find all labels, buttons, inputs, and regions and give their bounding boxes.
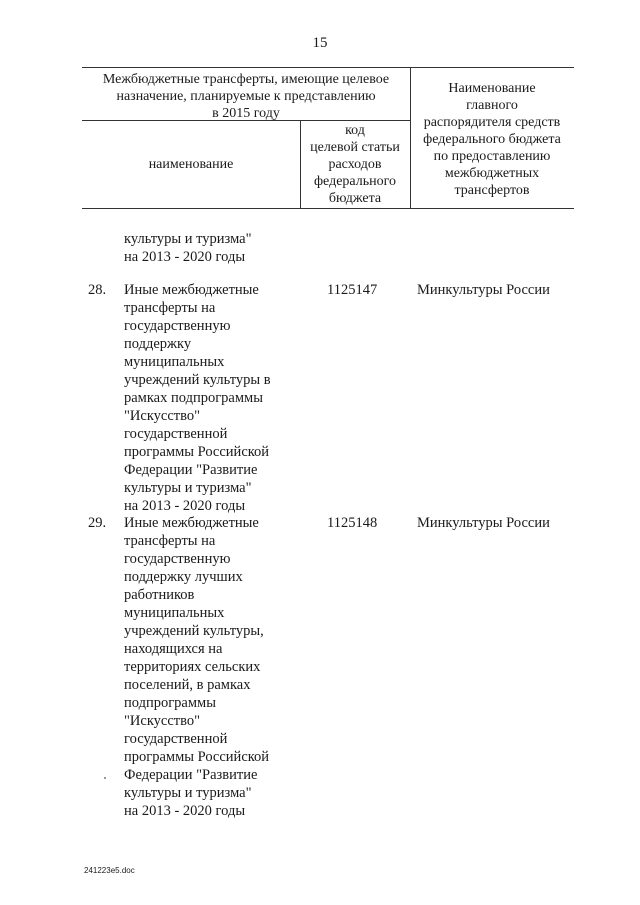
row-manager: Минкультуры России: [417, 282, 550, 298]
row-name-line: подпрограммы: [124, 695, 216, 711]
row-name: [124, 514, 269, 820]
row-name-line: государственной: [124, 426, 228, 442]
header-col-code-line: код: [345, 123, 365, 138]
row-name-line: на 2013 - 2020 годы: [124, 803, 246, 819]
row-name-line: на 2013 - 2020 годы: [124, 498, 246, 514]
page-number: 15: [312, 35, 328, 51]
row-name-line: Федерации "Развитие: [124, 767, 258, 783]
header-col-code: [300, 122, 410, 207]
row-name-line: государственную: [124, 318, 231, 334]
row-name-line: Иные межбюджетные: [124, 515, 259, 531]
row-name-line: трансферты на: [124, 300, 216, 316]
header-col-manager-line: трансфертов: [454, 183, 530, 198]
header-col-code-line: федерального: [313, 174, 397, 189]
row-name-line: учреждений культуры,: [124, 623, 264, 639]
header-bottom-rule: [82, 208, 574, 209]
row-name-line: учреждений культуры в: [124, 372, 271, 388]
row-name-line: поддержку лучших: [124, 569, 243, 585]
row-name-line: находящихся на: [124, 641, 223, 657]
header-col-code-line: целевой статьи: [310, 140, 400, 155]
header-col-name: наименование: [148, 157, 234, 172]
header-group-title: [82, 71, 410, 122]
header-group-title-line: в 2015 году: [212, 106, 280, 121]
header-col-manager: [410, 80, 574, 199]
row-name-line: программы Российской: [124, 749, 270, 765]
header-col-manager-line: распорядителя средств: [423, 115, 561, 130]
header-col-code-line: расходов: [328, 157, 382, 172]
row-name-line: государственной: [124, 731, 228, 747]
row-manager: Минкультуры России: [417, 515, 550, 531]
row-name-line: культуры и туризма": [124, 480, 252, 496]
row-name-line: поддержку: [124, 336, 192, 352]
header-col-manager-line: федерального бюджета: [423, 132, 561, 147]
row-name-line: государственную: [124, 551, 231, 567]
row-name-line: программы Российской: [124, 444, 270, 460]
continuation-text: [124, 230, 252, 266]
continuation-line: на 2013 - 2020 годы: [124, 249, 246, 265]
continuation-line: культуры и туризма": [124, 231, 252, 247]
row-name-line: работников: [124, 587, 195, 603]
header-col-code-line: бюджета: [328, 191, 382, 206]
table-top-rule: [82, 67, 574, 68]
header-col-manager-line: главного: [466, 98, 518, 113]
header-col-manager-line: межбюджетных: [444, 166, 540, 181]
header-group-title-line: назначение, планируемые к представлению: [116, 89, 376, 104]
row-number: 29.: [88, 515, 107, 531]
header-col-manager-line: по предоставлению: [433, 149, 551, 164]
row-name-line: территориях сельских: [124, 659, 261, 675]
row-name-line: "Искусство": [124, 408, 201, 424]
row-name-line: культуры и туризма": [124, 785, 252, 801]
row-name-line: "Искусство": [124, 713, 201, 729]
header-col-manager-line: Наименование: [448, 81, 536, 96]
footer-filename: 241223e5.doc: [84, 866, 135, 875]
scan-speck: [104, 777, 106, 779]
row-name-line: Федерации "Развитие: [124, 462, 258, 478]
row-number: 28.: [88, 282, 107, 298]
row-name-line: поселений, в рамках: [124, 677, 251, 693]
row-code: 1125147: [327, 282, 378, 298]
row-name-line: рамках подпрограммы: [124, 390, 263, 406]
row-name-line: муниципальных: [124, 354, 225, 370]
row-name-line: муниципальных: [124, 605, 225, 621]
row-name: [124, 281, 271, 515]
row-name-line: трансферты на: [124, 533, 216, 549]
row-name-line: Иные межбюджетные: [124, 282, 259, 298]
row-code: 1125148: [327, 515, 378, 531]
header-group-title-line: Межбюджетные трансферты, имеющие целевое: [102, 72, 390, 87]
